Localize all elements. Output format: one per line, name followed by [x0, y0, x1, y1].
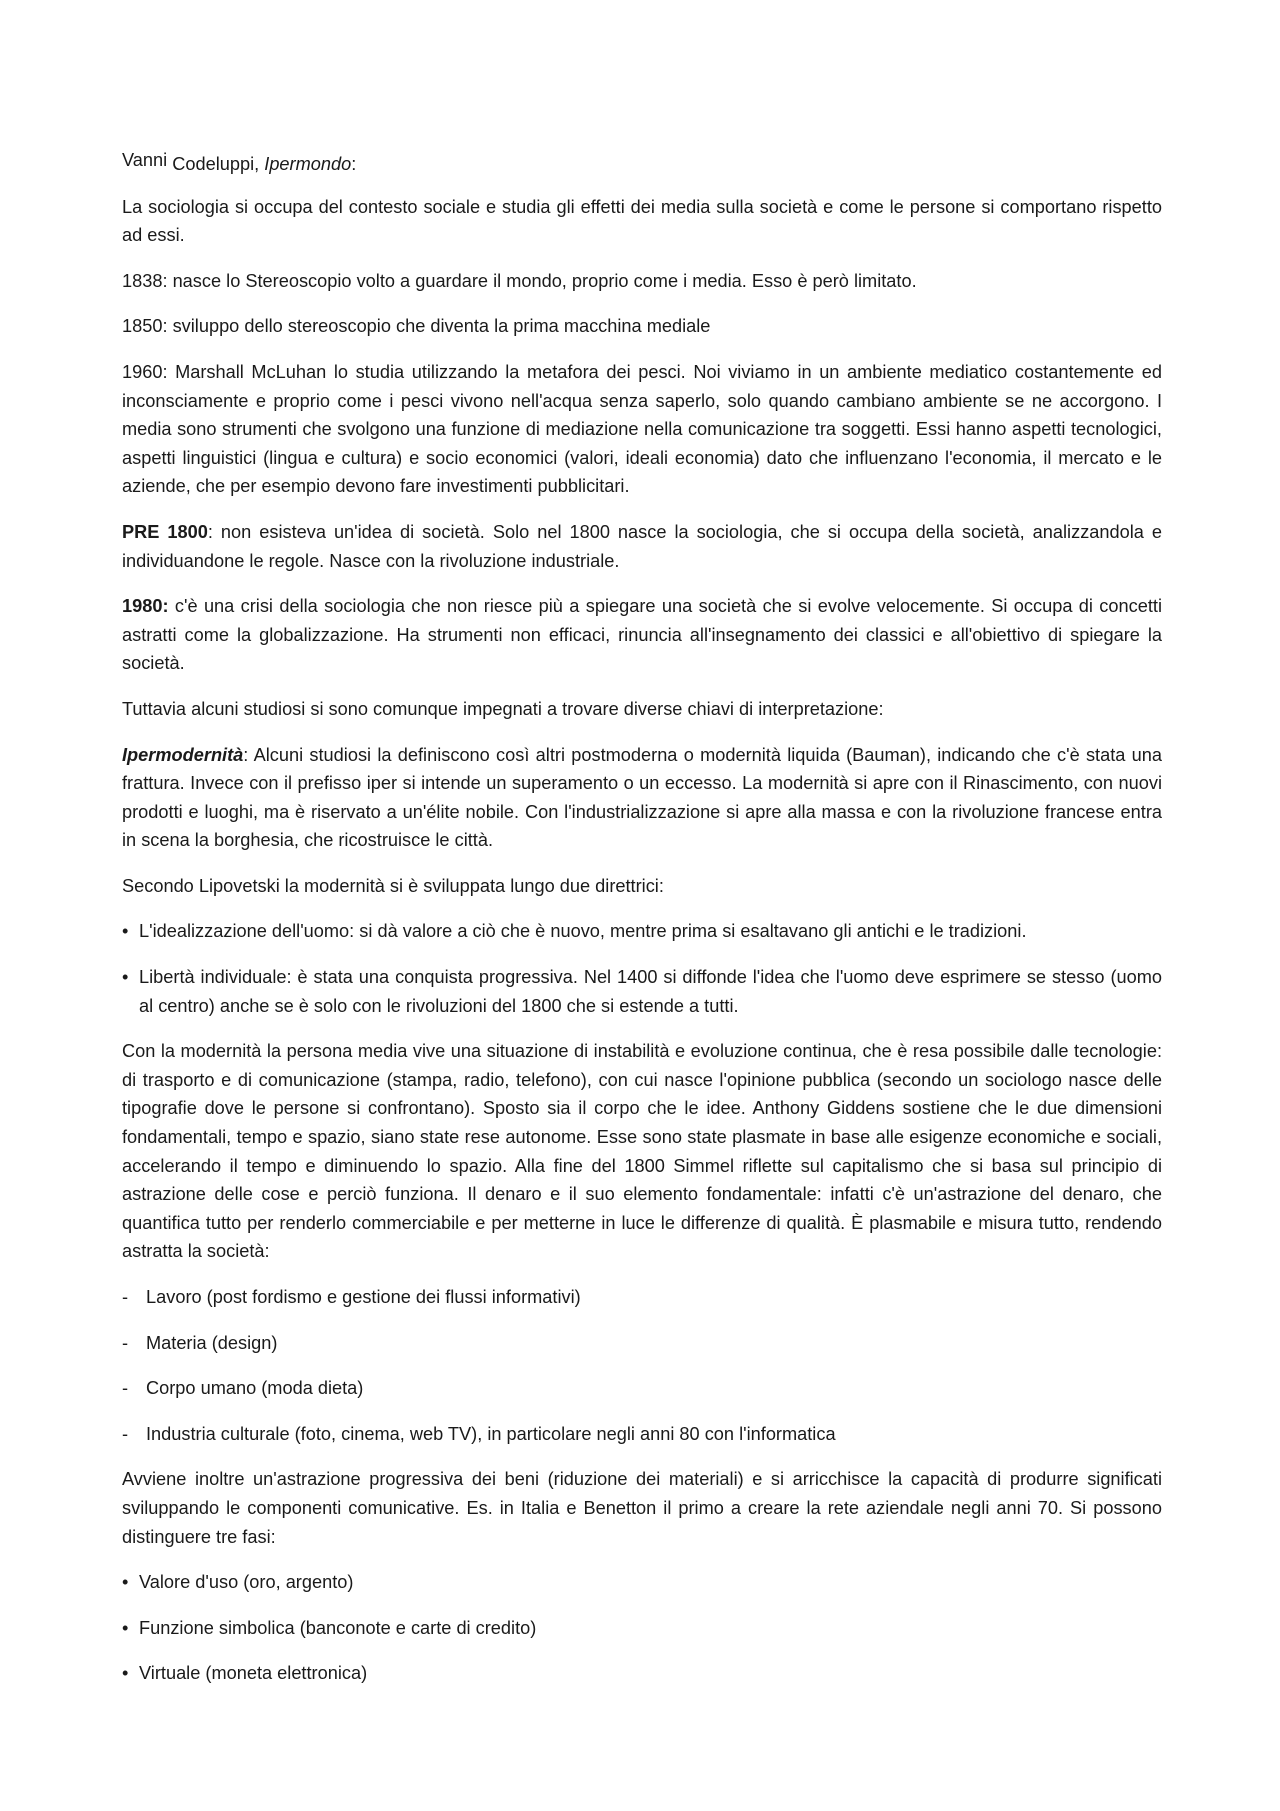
paragraph-1980 — [122, 592, 1162, 678]
list-item — [122, 963, 1162, 1020]
bullet-icon: • — [122, 1663, 129, 1684]
dash-icon: - — [122, 1287, 129, 1307]
bullet-icon: • — [122, 967, 129, 988]
book-title: Ipermondo — [264, 154, 352, 174]
paragraph-tuttavia: Tuttavia alcuni studiosi si sono comunque impegnati a trovare diverse chiavi di interpretazione: — [122, 698, 884, 719]
list-item — [122, 1329, 1162, 1358]
dash-icon: - — [122, 1332, 129, 1353]
list-item — [122, 1614, 1162, 1643]
bullet-icon: • — [122, 1617, 129, 1638]
bullet-icon: • — [122, 1572, 129, 1593]
list-item — [122, 1568, 1162, 1597]
paragraph-lipovetski: Secondo Lipovetski la modernità si è sviluppata lungo due direttrici: — [122, 875, 664, 896]
document-page — [122, 150, 1162, 1705]
list-item — [122, 917, 1162, 946]
list-item-text: Industria culturale (foto, cinema, web TV), in particolare negli anni 80 con l'informatica — [146, 1423, 836, 1444]
paragraph-avviene: Avviene inoltre un'astrazione progressiva dei beni (riduzione dei materiali) e si arricchisce la capacità di produrre significati sviluppando le componenti comunicative. Es. in Italia e Benetton il primo a creare la rete aziendale negli anni 70. Si possono distinguere tre fasi: — [122, 1469, 1162, 1547]
paragraph-1838: 1838: nasce lo Stereoscopio volto a guardare il mondo, proprio come i media. Esso è però limitato. — [122, 270, 917, 291]
author-first-name: Vanni — [122, 150, 168, 170]
list-item-text: Funzione simbolica (banconote e carte di credito) — [139, 1617, 537, 1638]
paragraph-modernita: Con la modernità la persona media vive una situazione di instabilità e evoluzione continua, che è resa possibile dalle tecnologie: di trasporto e di comunicazione (stampa, radio, telefono), con cui nasce l'opinione pubblica (secondo un sociologo nasce delle tipografie dove le persone si confrontano). Sposto sia il corpo che le idee. Anthony Giddens sostiene che le due dimensioni fondamentali, tempo e spazio, siano state rese autonome. Esse sono state plasmate in base alle esigenze economiche e sociali, accelerando il tempo e diminuendo lo spazio. Alla fine del 1800 Simmel riflette sul capitalismo che si basa sul principio di astrazione delle cose e perciò funziona. Il denaro e il suo elemento fondamentale: infatti c'è un'astrazione del denaro, che quantifica tutto per renderlo commerciabile e per metterne in luce le differenze di qualità. È plasmabile e misura tutto, rendendo astratta la società: — [122, 1041, 1162, 1262]
list-item-text: Libertà individuale: è stata una conquista progressiva. Nel 1400 si diffonde l'idea che l'uomo deve esprimere se stesso (uomo al centro) anche se è solo con le rivoluzioni del 1800 che si estende a tutti. — [139, 967, 1162, 1016]
label-1980: 1980: — [122, 596, 169, 617]
list-item-text: Valore d'uso (oro, argento) — [139, 1572, 354, 1593]
author-last-name: Codeluppi, — [172, 154, 260, 174]
list-item-text: L'idealizzazione dell'uomo: si dà valore a ciò che è nuovo, mentre prima si esaltavano gli antichi e le tradizioni. — [139, 921, 1027, 942]
list-item — [122, 1659, 1162, 1688]
list-item — [122, 1420, 1162, 1449]
heading-colon: : — [351, 154, 357, 174]
list-item-text: Materia (design) — [146, 1332, 278, 1353]
text-1980: c'è una crisi della sociologia che non riesce più a spiegare una società che si evolve velocemente. Si occupa di concetti astratti come la globalizzazione. Ha strumenti non efficaci, rinuncia all'insegnamento dei classici e all'obiettivo di spiegare la società. — [122, 596, 1162, 674]
ipermodernita-label: Ipermodernità — [122, 744, 244, 765]
bullet-icon: • — [122, 921, 129, 942]
paragraph-1850: 1850: sviluppo dello stereoscopio che diventa la prima macchina mediale — [122, 316, 711, 337]
pre-1800-text: : non esisteva un'idea di società. Solo nel 1800 nasce la sociologia, che si occupa della società, analizzandola e individuandone le regole. Nasce con la rivoluzione industriale. — [122, 521, 1163, 571]
ipermodernita-text: : Alcuni studiosi la definiscono così altri postmoderna o modernità liquida (Bauman), indicando che c'è stata una frattura. Invece con il prefisso iper si intende un superamento o un eccesso. La modernità si apre con il Rinascimento, con nuovi prodotti e luoghi, ma è riservato a un'élite nobile. Con l'industrializzazione si apre alla massa e con la rivoluzione francese entra in scena la borghesia, che ricostruisce le città. — [122, 744, 1162, 851]
intro-paragraph: La sociologia si occupa del contesto sociale e studia gli effetti dei media sulla società e come le persone si comportano rispetto ad essi. — [122, 196, 1162, 246]
list-item — [122, 1374, 1162, 1403]
list-item-text: Lavoro (post fordismo e gestione dei flussi informativi) — [146, 1287, 581, 1307]
dash-icon: - — [122, 1423, 129, 1444]
list-item — [122, 1283, 1162, 1312]
paragraph-ipermodernita — [122, 741, 1162, 855]
dash-icon: - — [122, 1378, 129, 1399]
document-heading — [122, 150, 1162, 179]
paragraph-pre-1800 — [122, 518, 1162, 575]
pre-1800-label: PRE 1800 — [122, 521, 208, 542]
list-item-text: Virtuale (moneta elettronica) — [139, 1663, 368, 1684]
list-item-text: Corpo umano (moda dieta) — [146, 1378, 364, 1399]
paragraph-1960: 1960: Marshall McLuhan lo studia utilizzando la metafora dei pesci. Noi viviamo in un ambiente mediatico costantemente ed inconsciamente e proprio come i pesci vivono nell'acqua senza saperlo, solo quando cambiano ambiente se ne accorgono. I media sono strumenti che svolgono una funzione di mediazione nella comunicazione tra soggetti. Essi hanno aspetti tecnologici, aspetti linguistici (lingua e cultura) e socio economici (valori, ideali economia) dato che influenzano l'economia, il mercato e le aziende, che per esempio devono fare investimenti pubblicitari. — [122, 361, 1162, 497]
